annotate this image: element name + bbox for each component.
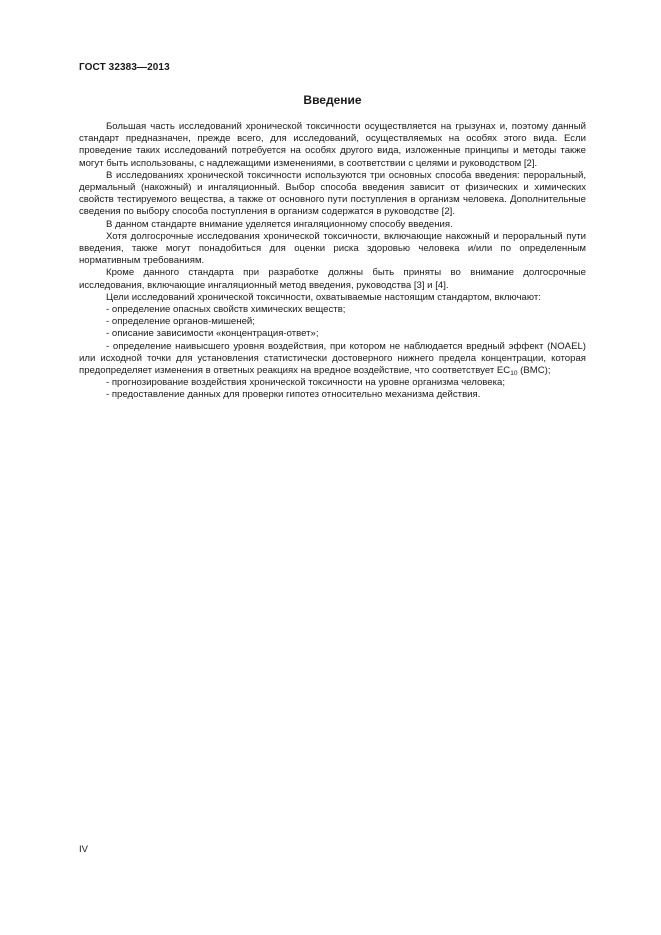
page-number: IV bbox=[79, 844, 88, 855]
noael-suffix: (ВМС); bbox=[517, 365, 551, 377]
list-item: - предоставление данных для проверки гипотез относительно механизма действия. bbox=[106, 389, 481, 401]
list-item: - определение опасных свойств химических веществ; bbox=[106, 304, 346, 316]
paragraph: В данном стандарте внимание уделяется ингаляционному способу введения. bbox=[106, 218, 453, 230]
list-item-noael bbox=[79, 341, 586, 378]
document-header: ГОСТ 32383—2013 bbox=[79, 62, 170, 73]
section-title: Введение bbox=[303, 93, 362, 107]
list-item: - определение органов-мишеней; bbox=[106, 316, 255, 328]
list-item: - прогнозирование воздействия хронической токсичности на уровне организма человека; bbox=[106, 377, 506, 389]
noael-text: - определение наивысшего уровня воздействия, при котором не наблюдается вредный эффект (NOAEL) или исходной точки для установления статистически достоверного нижнего предела концентрации, которая предопределяет изменения в ответных реакциях на вредное воздействие, что соответствует EC bbox=[79, 340, 586, 377]
ec-subscript: 10 bbox=[510, 370, 518, 378]
paragraph: Цели исследований хронической токсичности, охватываемые настоящим стандартом, включают: bbox=[106, 291, 541, 303]
paragraph: Большая часть исследований хронической токсичности осуществляется на грызунах и, поэтому данный стандарт предназначен, прежде всего, для исследований, осуществляемых на особях этого вида. Если проведение таких исследований потребуется на особях другого вида, изложенные принципы и методы также могут быть использованы, с надлежащими изменениями, в соответствии с целями и руководством [2]. bbox=[79, 121, 586, 169]
document-body bbox=[79, 121, 586, 402]
paragraph: Кроме данного стандарта при разработке должны быть приняты во внимание долгосрочные исследования, включающие ингаляционный метод введения, руководства [3] и [4]. bbox=[79, 267, 586, 291]
list-item: - описание зависимости «концентрация-ответ»; bbox=[106, 328, 319, 340]
paragraph: Хотя долгосрочные исследования хронической токсичности, включающие накожный и пероральный пути введения, также могут понадобиться для оценки риска здоровью человека и/или по определенным нормативным требованиям. bbox=[79, 230, 586, 267]
paragraph: В исследованиях хронической токсичности используются три основных способа введения: пероральный, дермальный (накожный) и ингаляционный. Выбор способа введения зависит от физических и химических свойств тестируемого вещества, а также от основного пути поступления в организм человека. Дополнительные сведения по выбору способа поступления в организм содержатся в руководстве [2]. bbox=[79, 169, 586, 218]
